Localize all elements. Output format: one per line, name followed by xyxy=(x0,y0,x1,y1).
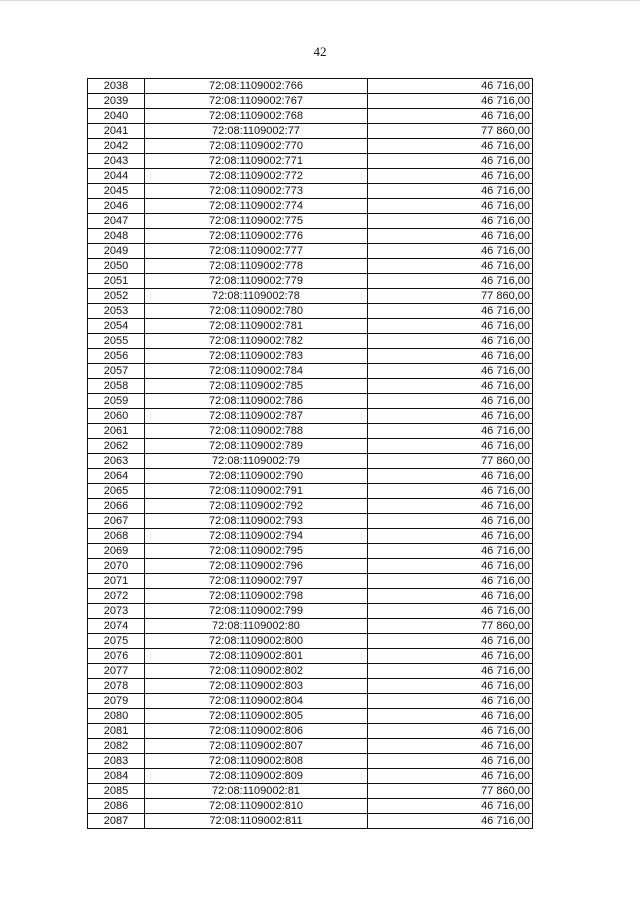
table-row xyxy=(88,484,533,499)
cadastral-number-cell: 72:08:1109002:81 xyxy=(145,784,368,799)
value-cell: 46 716,00 xyxy=(368,334,533,349)
table-row xyxy=(88,124,533,139)
row-number-cell: 2044 xyxy=(88,169,145,184)
table-row xyxy=(88,574,533,589)
table-row xyxy=(88,664,533,679)
value-cell: 46 716,00 xyxy=(368,799,533,814)
value-cell: 46 716,00 xyxy=(368,244,533,259)
cadastral-number-cell: 72:08:1109002:801 xyxy=(145,649,368,664)
table-row xyxy=(88,334,533,349)
page-number: 42 xyxy=(313,44,327,59)
cadastral-number-cell: 72:08:1109002:775 xyxy=(145,214,368,229)
value-cell: 46 716,00 xyxy=(368,349,533,364)
row-number-cell: 2076 xyxy=(88,649,145,664)
row-number-cell: 2069 xyxy=(88,544,145,559)
row-number-cell: 2082 xyxy=(88,739,145,754)
cadastral-number-cell: 72:08:1109002:805 xyxy=(145,709,368,724)
cadastral-number-cell: 72:08:1109002:78 xyxy=(145,289,368,304)
row-number-cell: 2047 xyxy=(88,214,145,229)
table-row xyxy=(88,679,533,694)
row-number-cell: 2066 xyxy=(88,499,145,514)
table-row xyxy=(88,604,533,619)
table-row xyxy=(88,409,533,424)
cadastral-number-cell: 72:08:1109002:77 xyxy=(145,124,368,139)
table-row xyxy=(88,109,533,124)
row-number-cell: 2078 xyxy=(88,679,145,694)
value-cell: 46 716,00 xyxy=(368,634,533,649)
table-body xyxy=(88,79,533,829)
value-cell: 46 716,00 xyxy=(368,184,533,199)
value-cell: 77 860,00 xyxy=(368,124,533,139)
value-cell: 46 716,00 xyxy=(368,424,533,439)
table-row xyxy=(88,229,533,244)
cadastral-number-cell: 72:08:1109002:796 xyxy=(145,559,368,574)
row-number-cell: 2057 xyxy=(88,364,145,379)
cadastral-number-cell: 72:08:1109002:788 xyxy=(145,424,368,439)
cadastral-number-cell: 72:08:1109002:80 xyxy=(145,619,368,634)
table-row xyxy=(88,709,533,724)
table-row xyxy=(88,169,533,184)
cadastral-number-cell: 72:08:1109002:794 xyxy=(145,529,368,544)
value-cell: 46 716,00 xyxy=(368,709,533,724)
cadastral-number-cell: 72:08:1109002:771 xyxy=(145,154,368,169)
value-cell: 46 716,00 xyxy=(368,589,533,604)
cadastral-number-cell: 72:08:1109002:770 xyxy=(145,139,368,154)
table-row xyxy=(88,769,533,784)
value-cell: 46 716,00 xyxy=(368,754,533,769)
table-row xyxy=(88,499,533,514)
row-number-cell: 2085 xyxy=(88,784,145,799)
value-cell: 46 716,00 xyxy=(368,319,533,334)
value-cell: 46 716,00 xyxy=(368,94,533,109)
table-row xyxy=(88,754,533,769)
row-number-cell: 2040 xyxy=(88,109,145,124)
cadastral-number-cell: 72:08:1109002:800 xyxy=(145,634,368,649)
cadastral-number-cell: 72:08:1109002:810 xyxy=(145,799,368,814)
cadastral-number-cell: 72:08:1109002:778 xyxy=(145,259,368,274)
cadastral-number-cell: 72:08:1109002:795 xyxy=(145,544,368,559)
value-cell: 46 716,00 xyxy=(368,499,533,514)
cadastral-number-cell: 72:08:1109002:784 xyxy=(145,364,368,379)
table-row xyxy=(88,199,533,214)
cadastral-number-cell: 72:08:1109002:791 xyxy=(145,484,368,499)
cadastral-number-cell: 72:08:1109002:811 xyxy=(145,814,368,829)
value-cell: 46 716,00 xyxy=(368,379,533,394)
table-row xyxy=(88,559,533,574)
table-row xyxy=(88,394,533,409)
table-row xyxy=(88,469,533,484)
table-row xyxy=(88,784,533,799)
row-number-cell: 2062 xyxy=(88,439,145,454)
cadastral-number-cell: 72:08:1109002:776 xyxy=(145,229,368,244)
value-cell: 46 716,00 xyxy=(368,664,533,679)
row-number-cell: 2083 xyxy=(88,754,145,769)
table-row xyxy=(88,349,533,364)
cadastral-number-cell: 72:08:1109002:785 xyxy=(145,379,368,394)
value-cell: 46 716,00 xyxy=(368,769,533,784)
table-row xyxy=(88,544,533,559)
value-cell: 46 716,00 xyxy=(368,724,533,739)
row-number-cell: 2053 xyxy=(88,304,145,319)
value-cell: 46 716,00 xyxy=(368,199,533,214)
table-row xyxy=(88,259,533,274)
table-row xyxy=(88,529,533,544)
cadastral-number-cell: 72:08:1109002:787 xyxy=(145,409,368,424)
row-number-cell: 2084 xyxy=(88,769,145,784)
cadastral-number-cell: 72:08:1109002:798 xyxy=(145,589,368,604)
table-row xyxy=(88,424,533,439)
cadastral-number-cell: 72:08:1109002:809 xyxy=(145,769,368,784)
cadastral-number-cell: 72:08:1109002:772 xyxy=(145,169,368,184)
row-number-cell: 2080 xyxy=(88,709,145,724)
cadastral-number-cell: 72:08:1109002:773 xyxy=(145,184,368,199)
registry-table xyxy=(87,78,533,829)
value-cell: 46 716,00 xyxy=(368,304,533,319)
cadastral-number-cell: 72:08:1109002:808 xyxy=(145,754,368,769)
row-number-cell: 2074 xyxy=(88,619,145,634)
row-number-cell: 2063 xyxy=(88,454,145,469)
row-number-cell: 2086 xyxy=(88,799,145,814)
table-row xyxy=(88,439,533,454)
table-row xyxy=(88,154,533,169)
table-row xyxy=(88,649,533,664)
table-row xyxy=(88,364,533,379)
value-cell: 46 716,00 xyxy=(368,574,533,589)
value-cell: 46 716,00 xyxy=(368,679,533,694)
row-number-cell: 2065 xyxy=(88,484,145,499)
cadastral-number-cell: 72:08:1109002:792 xyxy=(145,499,368,514)
row-number-cell: 2073 xyxy=(88,604,145,619)
cadastral-number-cell: 72:08:1109002:802 xyxy=(145,664,368,679)
row-number-cell: 2043 xyxy=(88,154,145,169)
table-row xyxy=(88,139,533,154)
value-cell: 46 716,00 xyxy=(368,394,533,409)
cadastral-number-cell: 72:08:1109002:781 xyxy=(145,319,368,334)
table-row xyxy=(88,724,533,739)
row-number-cell: 2048 xyxy=(88,229,145,244)
value-cell: 46 716,00 xyxy=(368,109,533,124)
row-number-cell: 2054 xyxy=(88,319,145,334)
value-cell: 46 716,00 xyxy=(368,214,533,229)
cadastral-number-cell: 72:08:1109002:806 xyxy=(145,724,368,739)
row-number-cell: 2056 xyxy=(88,349,145,364)
cadastral-number-cell: 72:08:1109002:799 xyxy=(145,604,368,619)
row-number-cell: 2081 xyxy=(88,724,145,739)
row-number-cell: 2070 xyxy=(88,559,145,574)
value-cell: 46 716,00 xyxy=(368,529,533,544)
cadastral-number-cell: 72:08:1109002:779 xyxy=(145,274,368,289)
table-row xyxy=(88,94,533,109)
cadastral-number-cell: 72:08:1109002:803 xyxy=(145,679,368,694)
cadastral-number-cell: 72:08:1109002:767 xyxy=(145,94,368,109)
table-row xyxy=(88,589,533,604)
row-number-cell: 2039 xyxy=(88,94,145,109)
row-number-cell: 2068 xyxy=(88,529,145,544)
table-row xyxy=(88,214,533,229)
row-number-cell: 2042 xyxy=(88,139,145,154)
table-row xyxy=(88,739,533,754)
value-cell: 46 716,00 xyxy=(368,544,533,559)
row-number-cell: 2038 xyxy=(88,79,145,94)
row-number-cell: 2046 xyxy=(88,199,145,214)
row-number-cell: 2061 xyxy=(88,424,145,439)
cadastral-number-cell: 72:08:1109002:777 xyxy=(145,244,368,259)
table-row xyxy=(88,799,533,814)
value-cell: 46 716,00 xyxy=(368,229,533,244)
value-cell: 46 716,00 xyxy=(368,604,533,619)
table-row xyxy=(88,454,533,469)
row-number-cell: 2041 xyxy=(88,124,145,139)
row-number-cell: 2055 xyxy=(88,334,145,349)
table-row xyxy=(88,379,533,394)
value-cell: 46 716,00 xyxy=(368,559,533,574)
value-cell: 46 716,00 xyxy=(368,79,533,94)
value-cell: 77 860,00 xyxy=(368,289,533,304)
table-row xyxy=(88,244,533,259)
row-number-cell: 2045 xyxy=(88,184,145,199)
value-cell: 46 716,00 xyxy=(368,649,533,664)
value-cell: 46 716,00 xyxy=(368,274,533,289)
value-cell: 46 716,00 xyxy=(368,514,533,529)
cadastral-number-cell: 72:08:1109002:774 xyxy=(145,199,368,214)
row-number-cell: 2067 xyxy=(88,514,145,529)
table-row xyxy=(88,289,533,304)
value-cell: 46 716,00 xyxy=(368,364,533,379)
row-number-cell: 2087 xyxy=(88,814,145,829)
row-number-cell: 2077 xyxy=(88,664,145,679)
row-number-cell: 2058 xyxy=(88,379,145,394)
row-number-cell: 2052 xyxy=(88,289,145,304)
table-row xyxy=(88,184,533,199)
value-cell: 46 716,00 xyxy=(368,409,533,424)
row-number-cell: 2079 xyxy=(88,694,145,709)
value-cell: 46 716,00 xyxy=(368,169,533,184)
table-row xyxy=(88,514,533,529)
row-number-cell: 2071 xyxy=(88,574,145,589)
table-row xyxy=(88,304,533,319)
scan-edge xyxy=(0,0,640,1)
cadastral-number-cell: 72:08:1109002:807 xyxy=(145,739,368,754)
row-number-cell: 2051 xyxy=(88,274,145,289)
cadastral-number-cell: 72:08:1109002:780 xyxy=(145,304,368,319)
cadastral-number-cell: 72:08:1109002:797 xyxy=(145,574,368,589)
value-cell: 77 860,00 xyxy=(368,619,533,634)
table-row xyxy=(88,694,533,709)
value-cell: 46 716,00 xyxy=(368,739,533,754)
row-number-cell: 2075 xyxy=(88,634,145,649)
cadastral-number-cell: 72:08:1109002:783 xyxy=(145,349,368,364)
row-number-cell: 2064 xyxy=(88,469,145,484)
row-number-cell: 2060 xyxy=(88,409,145,424)
value-cell: 46 716,00 xyxy=(368,814,533,829)
value-cell: 46 716,00 xyxy=(368,139,533,154)
value-cell: 46 716,00 xyxy=(368,259,533,274)
cadastral-number-cell: 72:08:1109002:790 xyxy=(145,469,368,484)
value-cell: 77 860,00 xyxy=(368,784,533,799)
cadastral-number-cell: 72:08:1109002:789 xyxy=(145,439,368,454)
cadastral-number-cell: 72:08:1109002:804 xyxy=(145,694,368,709)
cadastral-number-cell: 72:08:1109002:768 xyxy=(145,109,368,124)
row-number-cell: 2049 xyxy=(88,244,145,259)
cadastral-number-cell: 72:08:1109002:766 xyxy=(145,79,368,94)
row-number-cell: 2059 xyxy=(88,394,145,409)
row-number-cell: 2050 xyxy=(88,259,145,274)
cadastral-number-cell: 72:08:1109002:782 xyxy=(145,334,368,349)
table-row xyxy=(88,79,533,94)
table-row xyxy=(88,814,533,829)
value-cell: 46 716,00 xyxy=(368,469,533,484)
table-row xyxy=(88,319,533,334)
value-cell: 46 716,00 xyxy=(368,154,533,169)
value-cell: 46 716,00 xyxy=(368,694,533,709)
cadastral-number-cell: 72:08:1109002:793 xyxy=(145,514,368,529)
row-number-cell: 2072 xyxy=(88,589,145,604)
cadastral-number-cell: 72:08:1109002:79 xyxy=(145,454,368,469)
value-cell: 46 716,00 xyxy=(368,439,533,454)
value-cell: 77 860,00 xyxy=(368,454,533,469)
table-row xyxy=(88,619,533,634)
table-row xyxy=(88,634,533,649)
value-cell: 46 716,00 xyxy=(368,484,533,499)
cadastral-number-cell: 72:08:1109002:786 xyxy=(145,394,368,409)
table-row xyxy=(88,274,533,289)
